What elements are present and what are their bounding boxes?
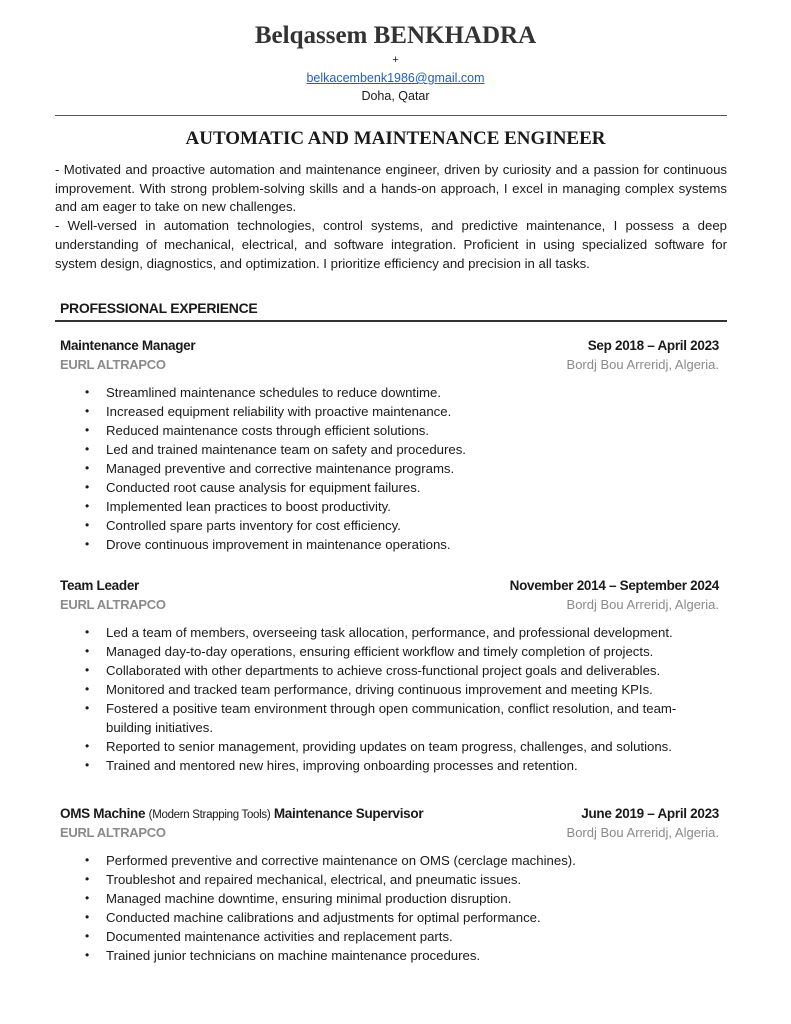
list-item: • Controlled spare parts inventory for cost efficiency.: [85, 518, 401, 533]
bullet-icon: •: [85, 701, 90, 715]
job-title-note: (Modern Strapping Tools): [148, 809, 271, 821]
job-entry: [60, 806, 719, 965]
list-item: • Managed preventive and corrective maintenance programs.: [85, 461, 455, 476]
location: Doha, Qatar: [361, 89, 430, 103]
job-title: OMS Machine (Modern Strapping Tools) Maintenance Supervisor: [60, 806, 424, 821]
bullet-icon: •: [85, 891, 90, 905]
bullet-icon: •: [85, 404, 90, 418]
job-dates: June 2019 – April 2023: [581, 806, 719, 821]
bullet-icon: •: [85, 625, 90, 639]
list-item: • Conducted root cause analysis for equipment failures.: [85, 480, 421, 495]
section-title: PROFESSIONAL EXPERIENCE: [60, 300, 258, 316]
bullet-icon: •: [85, 385, 90, 399]
job-header: [60, 806, 719, 825]
bullet-icon: •: [85, 442, 90, 456]
bullet-icon: •: [85, 948, 90, 962]
section-divider: [55, 320, 727, 322]
candidate-name: Belqassem BENKHADRA: [254, 22, 537, 49]
bullet-icon: •: [85, 518, 90, 532]
job-subheader: [60, 357, 719, 377]
list-item: • Managed machine downtime, ensuring minimal production disruption.: [85, 891, 512, 906]
list-item: • Drove continuous improvement in maintenance operations.: [85, 537, 451, 552]
summary-paragraph: - Well-versed in automation technologies, control systems, and predictive maintenance, I possess a deep understanding of mechanical, electrical, and software integration. Proficient in using specialized software for system design, diagnostics, and optimization. I prioritize efficiency and precision in all tasks.: [55, 218, 727, 271]
job-dates: Sep 2018 – April 2023: [587, 338, 719, 353]
list-item: • Collaborated with other departments to achieve cross-functional project goals and deliverables.: [85, 663, 661, 678]
job-subheader: [60, 825, 719, 845]
job-headline: AUTOMATIC AND MAINTENANCE ENGINEER: [185, 128, 606, 149]
list-item: • Reduced maintenance costs through efficient solutions.: [85, 423, 430, 438]
bullet-icon: •: [85, 537, 90, 551]
job-entry: [60, 338, 719, 554]
bullet-icon: •: [85, 480, 90, 494]
bullet-icon: •: [85, 682, 90, 696]
list-item: • Troubleshot and repaired mechanical, electrical, and pneumatic issues.: [85, 872, 522, 887]
list-item: • Monitored and tracked team performance, driving continuous improvement and meeting KPIs.: [85, 682, 653, 697]
bullet-icon: •: [85, 423, 90, 437]
list-item: • Trained and mentored new hires, improving onboarding processes and retention.: [85, 758, 578, 773]
list-item: • Led and trained maintenance team on safety and procedures.: [85, 442, 466, 457]
list-item: • Streamlined maintenance schedules to reduce downtime.: [85, 385, 442, 400]
bullet-icon: •: [85, 499, 90, 513]
job-location: Bordj Bou Arreridj, Algeria.: [566, 597, 719, 612]
job-header: [60, 338, 719, 357]
list-item: • Conducted machine calibrations and adjustments for optimal performance.: [85, 910, 541, 925]
bullet-icon: •: [85, 872, 90, 886]
company-name: EURL ALTRAPCO: [60, 597, 166, 612]
list-item: • Led a team of members, overseeing task allocation, performance, and professional development.: [85, 625, 673, 640]
list-item: • Implemented lean practices to boost productivity.: [85, 499, 391, 514]
bullet-icon: •: [85, 758, 90, 772]
list-item: • Performed preventive and corrective maintenance on OMS (cerclage machines).: [85, 853, 576, 868]
phone-placeholder: +: [392, 54, 399, 66]
list-item: • Reported to senior management, providing updates on team progress, challenges, and solutions.: [85, 739, 672, 754]
email-line: [0, 71, 791, 85]
list-item: • Trained junior technicians on machine maintenance procedures.: [85, 948, 481, 963]
summary: [55, 161, 727, 273]
job-bullets: [60, 383, 719, 554]
job-bullets: [60, 623, 719, 775]
email-link[interactable]: belkacembenk1986@gmail.com: [306, 71, 485, 85]
job-location: Bordj Bou Arreridj, Algeria.: [566, 825, 719, 840]
job-location: Bordj Bou Arreridj, Algeria.: [566, 357, 719, 372]
job-header: [60, 578, 719, 597]
bullet-icon: •: [85, 644, 90, 658]
header-divider: [55, 115, 727, 116]
job-bullets: [60, 851, 719, 965]
company-name: EURL ALTRAPCO: [60, 357, 166, 372]
job-title: Team Leader: [60, 578, 139, 593]
job-subheader: [60, 597, 719, 617]
list-item: • Managed day-to-day operations, ensuring efficient workflow and timely completion of projects.: [85, 644, 654, 659]
bullet-icon: •: [85, 910, 90, 924]
list-item: • Documented maintenance activities and replacement parts.: [85, 929, 453, 944]
summary-paragraph: - Motivated and proactive automation and maintenance engineer, driven by curiosity and a passion for continuous improvement. With strong problem-solving skills and a hands-on approach, I excel in managing complex systems and am eager to take on new challenges.: [55, 162, 727, 215]
list-item: • Increased equipment reliability with proactive maintenance.: [85, 404, 452, 419]
list-item: • Fostered a positive team environment through open communication, conflict resolution, and team-building initiatives.: [85, 701, 677, 735]
bullet-icon: •: [85, 929, 90, 943]
job-entry: [60, 578, 719, 775]
job-title: Maintenance Manager: [60, 338, 196, 353]
company-name: EURL ALTRAPCO: [60, 825, 166, 840]
bullet-icon: •: [85, 739, 90, 753]
bullet-icon: •: [85, 461, 90, 475]
job-dates: November 2014 – September 2024: [509, 578, 719, 593]
bullet-icon: •: [85, 663, 90, 677]
bullet-icon: •: [85, 853, 90, 867]
